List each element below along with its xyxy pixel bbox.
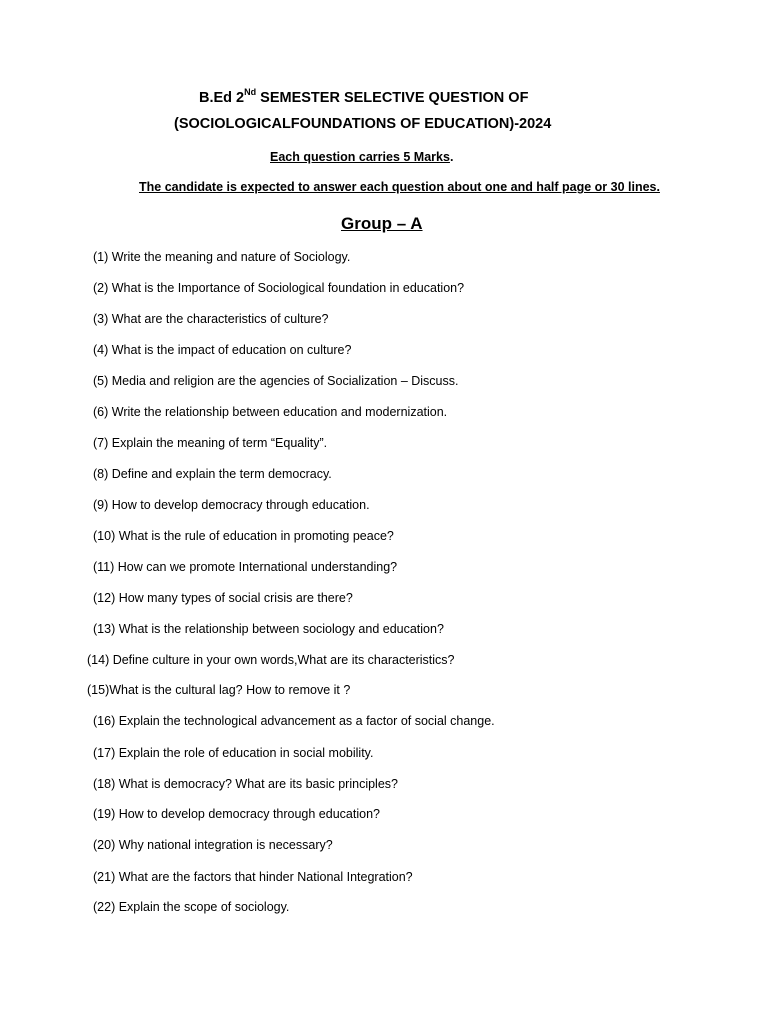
marks-note <box>270 150 453 164</box>
marks-note-period: . <box>449 150 454 164</box>
question-item: (17) Explain the role of education in social mobility. <box>93 746 374 760</box>
title-prefix: B.Ed 2 <box>199 89 245 106</box>
question-item: (13) What is the relationship between sociology and education? <box>93 622 444 636</box>
document-subtitle: (SOCIOLOGICALFOUNDATIONS OF EDUCATION)-2024 <box>174 116 552 132</box>
question-item: (2) What is the Importance of Sociological foundation in education? <box>93 281 465 295</box>
question-item: (9) How to develop democracy through education. <box>93 498 370 512</box>
answer-length-note: The candidate is expected to answer each question about one and half page or 30 lines. <box>139 180 660 194</box>
question-item: (15)What is the cultural lag? How to remove it ? <box>87 683 351 697</box>
question-item: (4) What is the impact of education on culture? <box>93 343 352 357</box>
question-item: (22) Explain the scope of sociology. <box>93 900 290 914</box>
group-heading: Group – A <box>341 214 423 233</box>
question-item: (10) What is the rule of education in promoting peace? <box>93 529 394 543</box>
question-item: (3) What are the characteristics of culture? <box>93 312 329 326</box>
question-item: (18) What is democracy? What are its basic principles? <box>93 777 398 791</box>
question-item: (14) Define culture in your own words,What are its characteristics? <box>87 653 455 667</box>
title-superscript: Nd <box>244 87 257 97</box>
document-title <box>199 88 528 106</box>
question-item: (16) Explain the technological advancement as a factor of social change. <box>93 714 495 728</box>
question-item: (11) How can we promote International understanding? <box>93 560 398 574</box>
question-item: (7) Explain the meaning of term “Equality”. <box>93 436 328 450</box>
question-item: (21) What are the factors that hinder National Integration? <box>93 870 413 884</box>
title-suffix: SEMESTER SELECTIVE QUESTION OF <box>256 89 529 106</box>
question-item: (12) How many types of social crisis are there? <box>93 591 353 605</box>
question-item: (1) Write the meaning and nature of Sociology. <box>93 250 351 264</box>
question-item: (5) Media and religion are the agencies of Socialization – Discuss. <box>93 374 459 388</box>
question-item: (6) Write the relationship between education and modernization. <box>93 405 448 419</box>
marks-note-text: Each question carries 5 Marks <box>270 150 450 164</box>
question-item: (20) Why national integration is necessary? <box>93 838 333 852</box>
question-item: (8) Define and explain the term democracy. <box>93 467 332 481</box>
question-item: (19) How to develop democracy through education? <box>93 807 380 821</box>
